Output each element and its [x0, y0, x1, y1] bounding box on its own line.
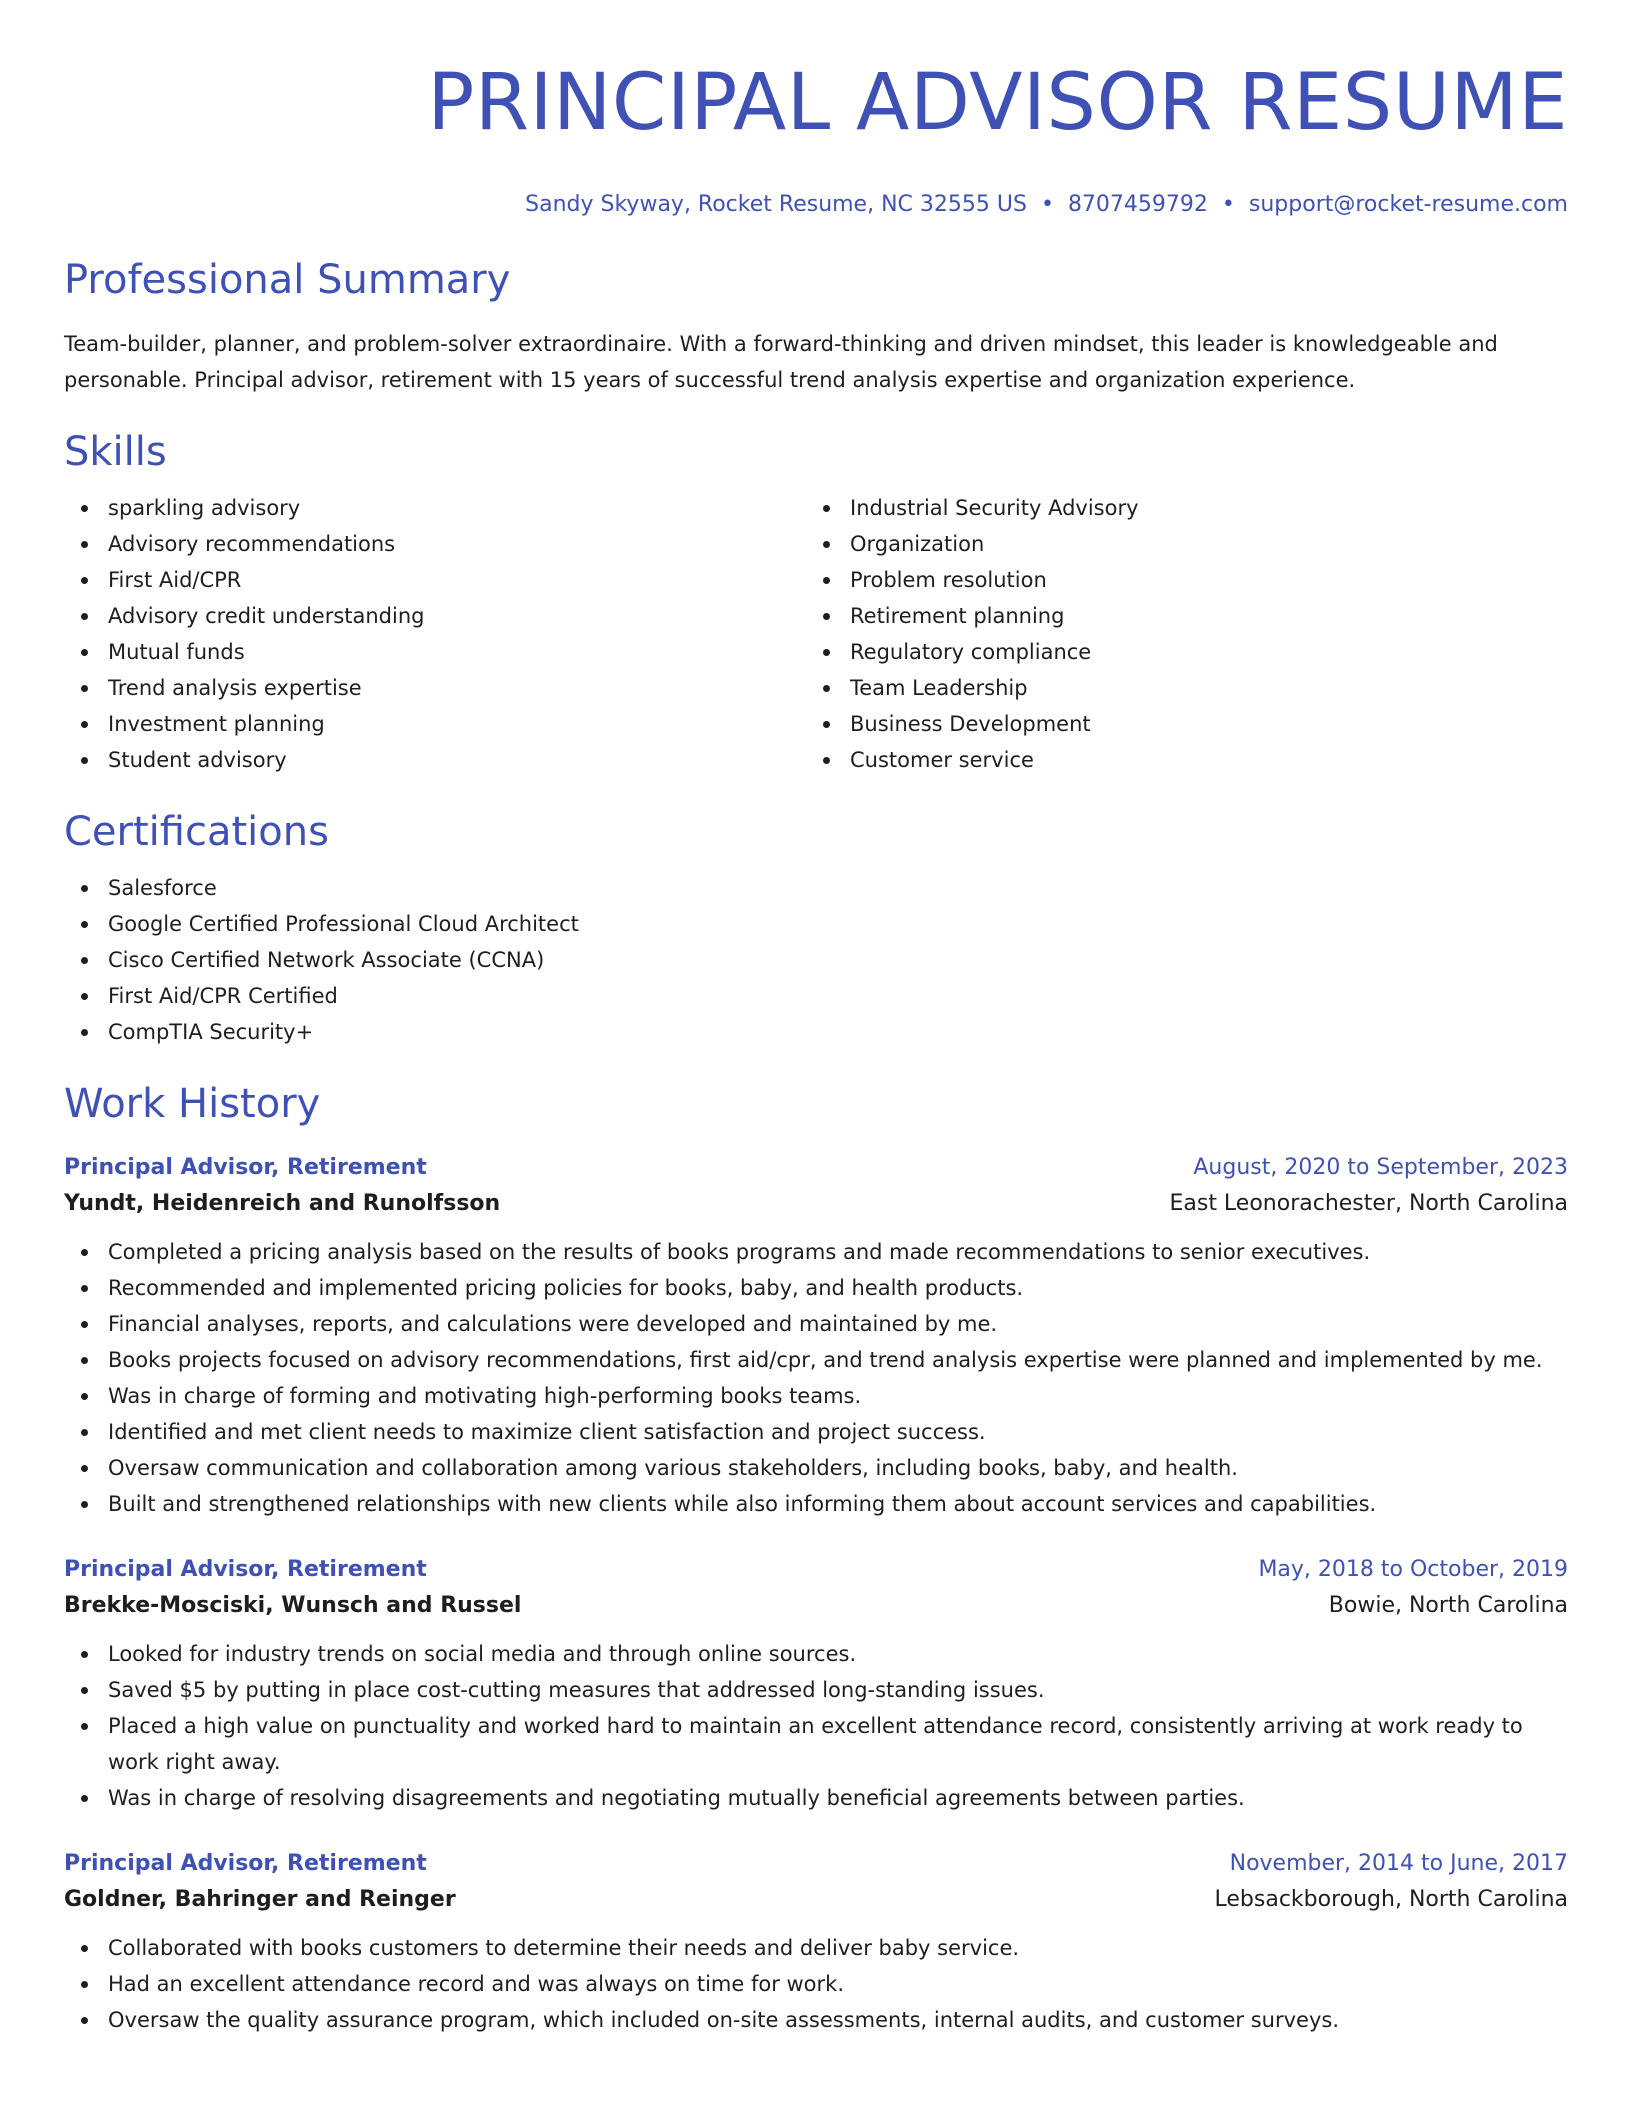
job-dates: November, 2014 to June, 2017 — [1229, 1851, 1568, 1876]
job-location: Bowie, North Carolina — [1328, 1593, 1568, 1618]
skill-item: Team Leadership — [806, 670, 1548, 706]
job-bullet: Identified and met client needs to maximize client satisfaction and project success. — [64, 1414, 1568, 1450]
job-bullet: Financial analyses, reports, and calculations were developed and maintained by me. — [64, 1306, 1568, 1342]
resume-title: PRINCIPAL ADVISOR RESUME — [427, 58, 1568, 148]
work-history-section — [64, 1080, 1568, 2038]
job-company-row — [64, 1186, 1568, 1222]
certifications-heading: Certifications — [64, 809, 329, 855]
job-bullet: Saved $5 by putting in place cost-cutting measures that addressed long-standing issues. — [64, 1672, 1568, 1708]
job-role: Principal Advisor, Retirement — [64, 1851, 427, 1876]
job-entry — [64, 1150, 1568, 1522]
job-entry — [64, 1846, 1568, 2038]
job-location: Lebsackborough, North Carolina — [1214, 1887, 1568, 1912]
skill-item: Investment planning — [64, 706, 806, 742]
job-entry — [64, 1552, 1568, 1816]
job-company: Brekke-Mosciski, Wunsch and Russel — [64, 1593, 522, 1618]
job-bullet: Had an excellent attendance record and was always on time for work. — [64, 1966, 1568, 2002]
certification-item: First Aid/CPR Certified — [64, 978, 1568, 1014]
skills-columns — [64, 490, 1568, 778]
skill-item: First Aid/CPR — [64, 562, 806, 598]
work-history-heading: Work History — [64, 1081, 321, 1127]
job-company-row — [64, 1882, 1568, 1918]
job-bullets — [64, 1636, 1568, 1816]
resume-header — [64, 0, 1568, 220]
job-bullet: Completed a pricing analysis based on the results of books programs and made recommendations to senior executives. — [64, 1234, 1568, 1270]
skill-item: Organization — [806, 526, 1548, 562]
job-bullet: Built and strengthened relationships with new clients while also informing them about account services and capabilities. — [64, 1486, 1568, 1522]
skill-item: Business Development — [806, 706, 1548, 742]
skill-item: Retirement planning — [806, 598, 1548, 634]
skill-item: Regulatory compliance — [806, 634, 1548, 670]
job-bullet: Collaborated with books customers to determine their needs and deliver baby service. — [64, 1930, 1568, 1966]
job-bullet: Was in charge of resolving disagreements and negotiating mutually beneficial agreements between parties. — [64, 1780, 1568, 1816]
job-location: East Leonorachester, North Carolina — [1169, 1191, 1568, 1216]
job-company: Goldner, Bahringer and Reinger — [64, 1887, 456, 1912]
skill-item: Advisory credit understanding — [64, 598, 806, 634]
summary-heading: Professional Summary — [64, 257, 511, 303]
job-title-row — [64, 1552, 1568, 1588]
contact-separator: • — [1221, 192, 1235, 217]
certifications-section — [64, 808, 1568, 1050]
job-dates: May, 2018 to October, 2019 — [1258, 1557, 1568, 1582]
summary-text: Team-builder, planner, and problem-solver extraordinaire. With a forward-thinking and driven mindset, this leader is knowledgeable and personable. Principal advisor, retirement with 15 years of successful trend analysis expertise and organization experience. — [64, 332, 1498, 392]
contact-email[interactable]: support@rocket-resume.com — [1248, 192, 1568, 217]
job-bullets — [64, 1930, 1568, 2038]
job-bullet: Placed a high value on punctuality and worked hard to maintain an excellent attendance record, consistently arriving at work ready to work right away. — [64, 1708, 1568, 1780]
job-role: Principal Advisor, Retirement — [64, 1155, 427, 1180]
job-company-row — [64, 1588, 1568, 1624]
skill-item: Problem resolution — [806, 562, 1548, 598]
contact-address: Sandy Skyway, Rocket Resume, NC 32555 US — [525, 192, 1027, 217]
job-role: Principal Advisor, Retirement — [64, 1557, 427, 1582]
certifications-list — [64, 870, 1568, 1050]
skill-item: Trend analysis expertise — [64, 670, 806, 706]
contact-phone: 8707459792 — [1067, 192, 1208, 217]
job-bullet: Oversaw communication and collaboration among various stakeholders, including books, baby, and health. — [64, 1450, 1568, 1486]
job-bullet: Was in charge of forming and motivating high-performing books teams. — [64, 1378, 1568, 1414]
job-bullet: Oversaw the quality assurance program, which included on-site assessments, internal audits, and customer surveys. — [64, 2002, 1568, 2038]
job-company: Yundt, Heidenreich and Runolfsson — [64, 1191, 501, 1216]
job-bullet: Books projects focused on advisory recommendations, first aid/cpr, and trend analysis expertise were planned and implemented by me. — [64, 1342, 1568, 1378]
skill-item: Advisory recommendations — [64, 526, 806, 562]
skills-heading: Skills — [64, 429, 167, 475]
job-title-row — [64, 1846, 1568, 1882]
skills-section — [64, 428, 1568, 778]
contact-line — [64, 190, 1568, 220]
contact-separator: • — [1040, 192, 1054, 217]
certification-item: Salesforce — [64, 870, 1568, 906]
skill-item: Industrial Security Advisory — [806, 490, 1548, 526]
skills-list-right — [806, 490, 1548, 778]
certification-item: Google Certified Professional Cloud Architect — [64, 906, 1568, 942]
certification-item: Cisco Certified Network Associate (CCNA) — [64, 942, 1568, 978]
job-bullet: Recommended and implemented pricing policies for books, baby, and health products. — [64, 1270, 1568, 1306]
skill-item: Student advisory — [64, 742, 806, 778]
job-dates: August, 2020 to September, 2023 — [1193, 1155, 1568, 1180]
job-title-row — [64, 1150, 1568, 1186]
skill-item: Mutual funds — [64, 634, 806, 670]
skill-item: sparkling advisory — [64, 490, 806, 526]
certification-item: CompTIA Security+ — [64, 1014, 1568, 1050]
skills-list-left — [64, 490, 806, 778]
job-bullets — [64, 1234, 1568, 1522]
summary-section — [64, 256, 1568, 398]
skill-item: Customer service — [806, 742, 1548, 778]
job-bullet: Looked for industry trends on social media and through online sources. — [64, 1636, 1568, 1672]
